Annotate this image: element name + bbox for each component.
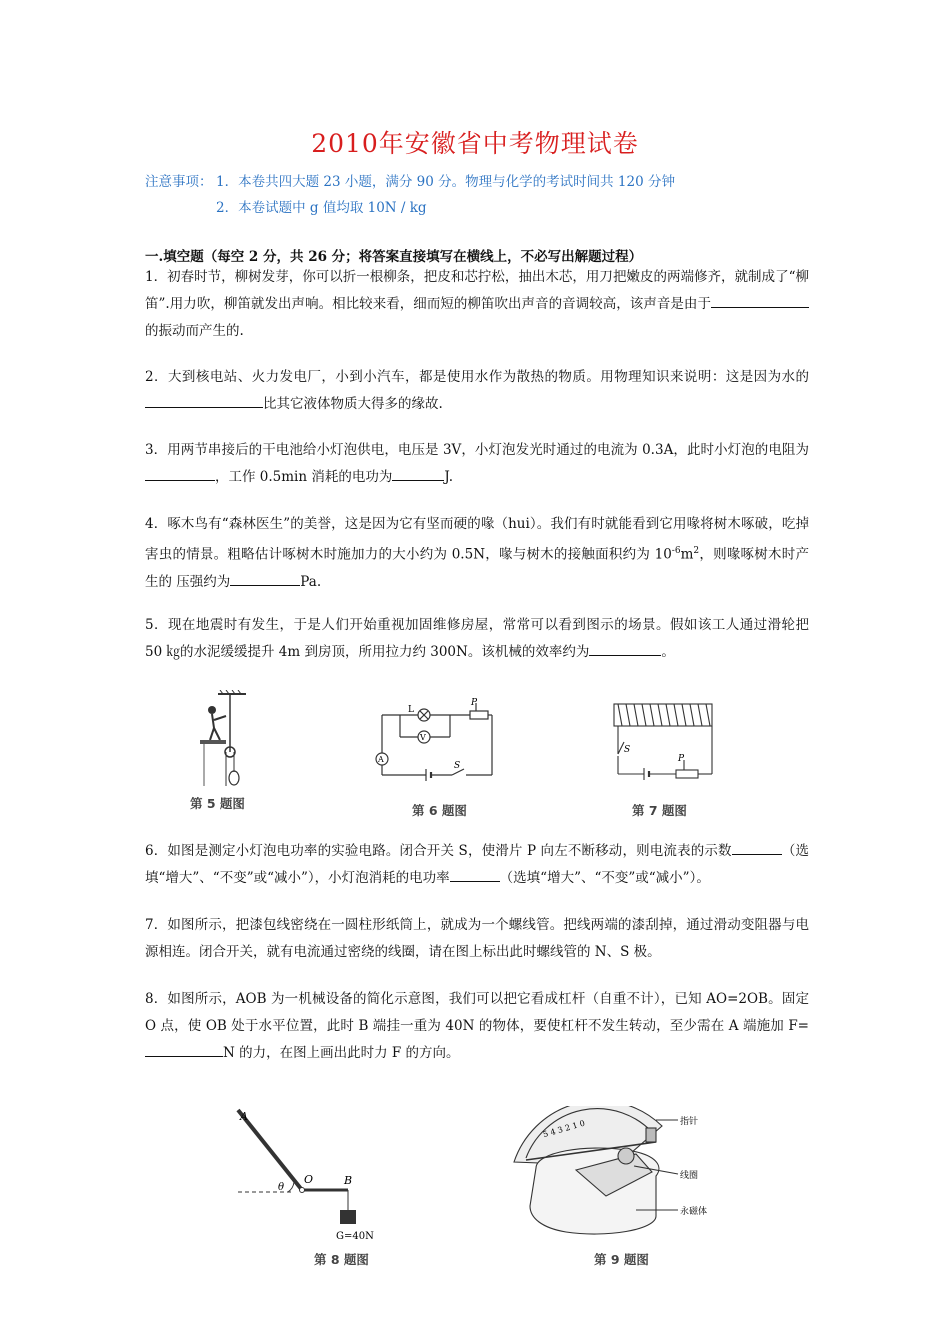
- figure-8-caption: 第 8 题图: [314, 1252, 369, 1267]
- page-title: 2010年安徽省中考物理试卷: [311, 129, 639, 158]
- figure-8-lever: [232, 1104, 382, 1244]
- figure-7-solenoid: [604, 698, 724, 790]
- fig6-label-l: L: [408, 705, 414, 715]
- question-4: 4．啄木鸟有“森林医生”的美誉，这是因为它有坚而硬的喙（hui）。我们有时就能看到它用喙将树木啄破，吃掉害虫的情景。粗略估计啄树木时施加力的大小约为 0.5N，喙与树木的接触面积约为 $10^{-6}m^2$，则喙啄树木时产生的 压强约为 Pa.: [145, 516, 809, 590]
- figure-7-caption: 第 7 题图: [632, 803, 687, 818]
- question-7: 7．如图所示，把漆包线密绕在一圆柱形纸筒上，就成为一个螺线管。把线两端的漆刮掉，通过滑动变阻器与电源相连。闭合开关，就有电流通过密绕的线圈，请在图上标出此时螺线管的 N、S 极。: [145, 917, 809, 960]
- figure-6-circuit: [360, 695, 500, 785]
- figure-6-caption: 第 6 题图: [412, 803, 467, 818]
- figure-9-caption: 第 9 题图: [594, 1252, 649, 1267]
- fig9-label-coil: 线圈: [680, 1171, 699, 1181]
- fig7-label-p: P: [678, 754, 685, 764]
- figure-5-caption: 第 5 题图: [190, 796, 245, 811]
- question-8: 8．如图所示，AOB 为一机械设备的简化示意图，我们可以把它看成杠杆（自重不计），已知 AO=2OB。固定 O 点，使 OB 处于水平位置，此时 B 端挂一重为 40N 的物体，要使杠杆不发生转动，至少需在 A 端施加 F=N 的力，在图上画出此时力 F 的方向。: [145, 991, 809, 1061]
- fig6-label-s: S: [454, 761, 461, 771]
- question-3: 3．用两节串接后的干电池给小灯泡供电，电压是 3V，小灯泡发光时通过的电流为 0.3A，此时小灯泡的电阻为，工作 0.5min 消耗的电功为 J.: [145, 442, 809, 485]
- fig8-label-a: A: [240, 1110, 248, 1123]
- fig6-label-a: A: [378, 755, 384, 764]
- fig8-label-o: O: [304, 1173, 314, 1186]
- notes-label: 注意事项：: [145, 174, 213, 190]
- fig9-label-magnet: 永磁体: [680, 1207, 708, 1217]
- question-2: 2．大到核电站、火力发电厂，小到小汽车，都是使用水作为散热的物质。用物理知识来说明：这是因为水的比其它液体物质大得多的缘故.: [145, 369, 809, 412]
- notes-line-1: 1．本卷共四大题 23 小题，满分 90 分。物理与化学的考试时间共 120 分钟: [216, 174, 675, 190]
- question-5: 5．现在地震时有发生，于是人们开始重视加固维修房屋，常常可以看到图示的场景。假如该工人通过滑轮把 50 ㎏的水泥缓缓提升 4m 到房顶，所用拉力约 300N。该机械的效率约为 。: [145, 617, 809, 660]
- fig8-label-g: G=40N: [336, 1231, 374, 1242]
- question-6: 6．如图是测定小灯泡电功率的实验电路。闭合开关 S，使滑片 P 向左不断移动，则电流表的示数 （选填“增大”、“不变”或“减小”），小灯泡消耗的电功率 （选填“增大”、“不变”或“减小”）。: [145, 838, 809, 892]
- fig6-label-v: V: [420, 733, 426, 742]
- notes-line-2: 2．本卷试题中 g 值均取 10N / kg: [216, 200, 427, 216]
- fig6-label-p: P: [471, 698, 478, 708]
- question-1: 1．初春时节，柳树发芽，你可以折一根柳条，把皮和芯拧松，抽出木芯，用刀把嫩皮的两端修齐，就制成了“柳笛”.用力吹，柳笛就发出声响。相比较来看，细而短的柳笛吹出声音的音调较高，该声音是由于的振动而产生的.: [145, 269, 809, 339]
- fig9-label-pointer: 指针: [680, 1117, 699, 1127]
- section-heading: 一.填空题（每空 2 分，共 26 分；将答案直接填写在横线上，不必写出解题过程）: [145, 249, 643, 265]
- figure-5-diagram: [190, 690, 260, 790]
- figure-9-meter: [506, 1106, 726, 1244]
- fig7-label-s: S: [624, 745, 631, 755]
- fig8-label-theta: θ: [278, 1182, 285, 1193]
- fig9-scale: 5 4 3 2 1 0: [541, 1118, 587, 1140]
- fig8-label-b: B: [344, 1174, 353, 1187]
